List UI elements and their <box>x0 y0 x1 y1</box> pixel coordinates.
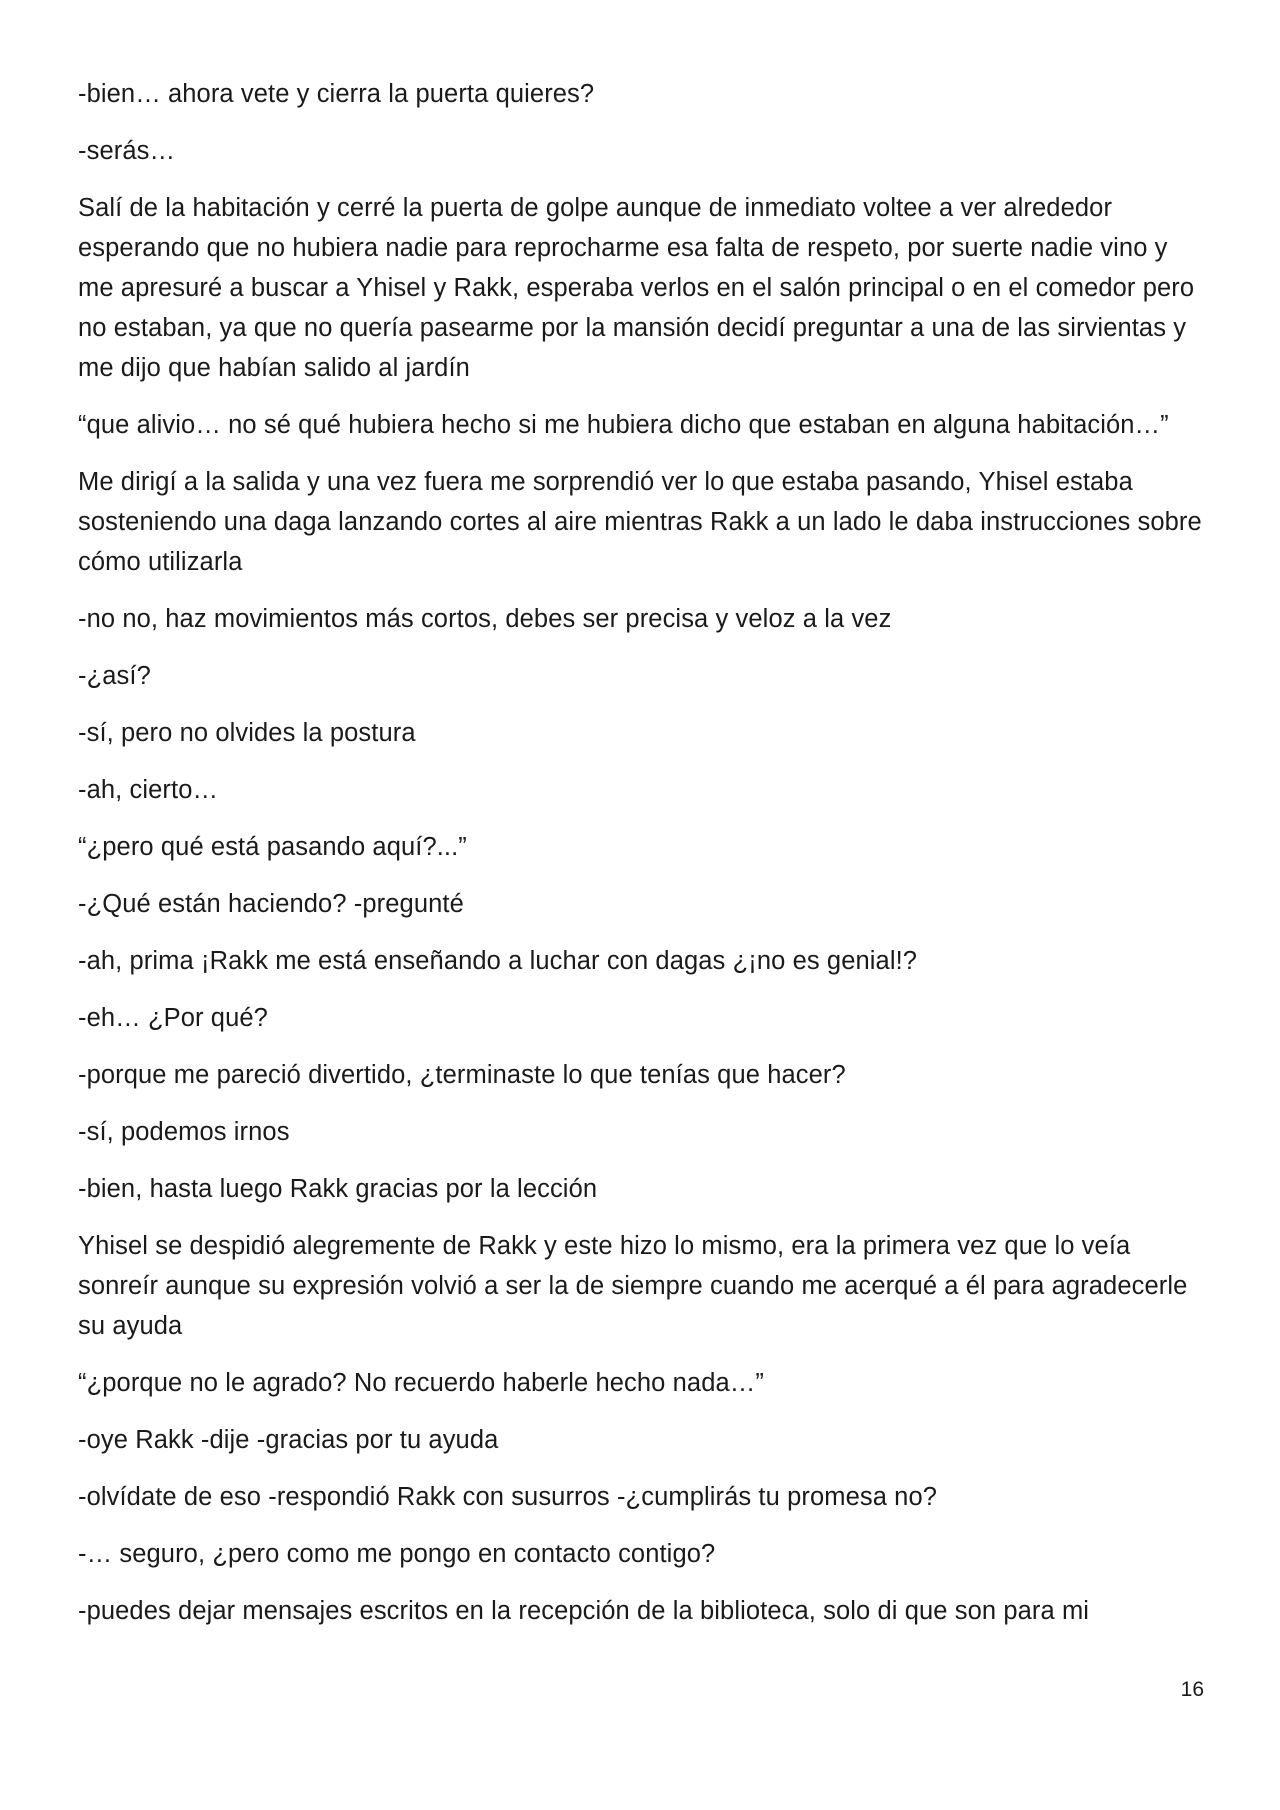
paragraph: -oye Rakk -dije -gracias por tu ayuda <box>78 1426 499 1454</box>
paragraph: Yhisel se despidió alegremente de Rakk y este hizo lo mismo, era la primera vez que lo veía sonreír aunque su expresión volvió a ser la de siempre cuando me acerqué a él para agradecerle su ayuda <box>78 1232 1188 1340</box>
paragraph: -bien… ahora vete y cierra la puerta quieres? <box>78 80 595 108</box>
paragraph: “¿porque no le agrado? No recuerdo haberle hecho nada…” <box>78 1369 764 1397</box>
paragraph: Me dirigí a la salida y una vez fuera me sorprendió ver lo que estaba pasando, Yhisel estaba sosteniendo una daga lanzando cortes al aire mientras Rakk a un lado le daba instrucciones sobre cómo utilizarla <box>78 468 1202 576</box>
paragraph: -olvídate de eso -respondió Rakk con susurros -¿cumplirás tu promesa no? <box>78 1483 938 1511</box>
paragraph: -… seguro, ¿pero como me pongo en contacto contigo? <box>78 1540 716 1568</box>
paragraph: -bien, hasta luego Rakk gracias por la lección <box>78 1175 598 1203</box>
paragraph: “que alivio… no sé qué hubiera hecho si me hubiera dicho que estaban en alguna habitación…” <box>78 411 1169 439</box>
paragraph: “¿pero qué está pasando aquí?...” <box>78 833 467 861</box>
paragraph: -ah, cierto… <box>78 776 219 804</box>
page-number: 16 <box>1180 1678 1204 1701</box>
paragraph: -sí, pero no olvides la postura <box>78 719 416 747</box>
paragraph: -porque me pareció divertido, ¿terminaste lo que tenías que hacer? <box>78 1061 846 1089</box>
paragraph: Salí de la habitación y cerré la puerta de golpe aunque de inmediato voltee a ver alrededor esperando que no hubiera nadie para reprocharme esa falta de respeto, por suerte nadie vino y me apresuré a buscar a Yhisel y Rakk, esperaba verlos en el salón principal o en el comedor pero no estaban, ya que no quería pasearme por la mansión decidí preguntar a una de las sirvientas y me dijo que habían salido al jardín <box>78 194 1195 382</box>
paragraph: -no no, haz movimientos más cortos, debes ser precisa y veloz a la vez <box>78 605 892 633</box>
paragraph: -ah, prima ¡Rakk me está enseñando a luchar con dagas ¿¡no es genial!? <box>78 947 918 975</box>
paragraph: -puedes dejar mensajes escritos en la recepción de la biblioteca, solo di que son para mi <box>78 1597 1090 1625</box>
document-page <box>78 74 1208 1648</box>
paragraph: -¿así? <box>78 662 151 690</box>
paragraph: -serás… <box>78 137 176 165</box>
paragraph: -sí, podemos irnos <box>78 1118 290 1146</box>
paragraph: -¿Qué están haciendo? -pregunté <box>78 890 464 918</box>
paragraph: -eh… ¿Por qué? <box>78 1004 268 1032</box>
